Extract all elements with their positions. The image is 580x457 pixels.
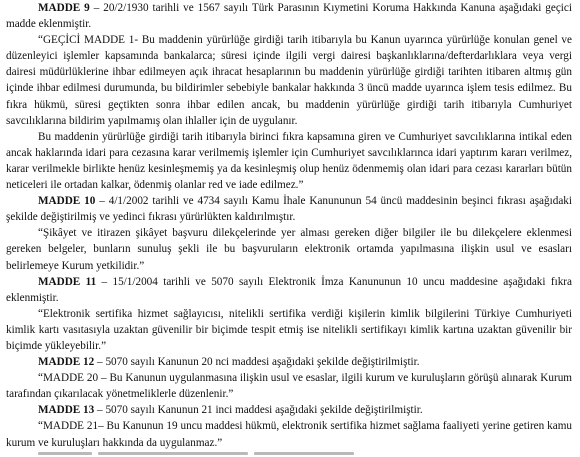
article-10-quote: “Şikâyet ve itirazen şikâyet başvuru dilekçelerinde yer alması gereken diğer bilgiler ile bu dilekçelere eklenmesi gereken belgeler, bunların sunuluş şekli ile bu başvuruların elektronik ortamda yapılmasına ilişkin usul ve esasları belirlemeye Kurum yetkilidir.” (6, 227, 572, 272)
article-9-text: – 20/2/1930 tarihli ve 1567 sayılı Türk Parasının Kıymetini Koruma Hakkında Kanuna aşağıdaki geçici madde eklenmiştir. (6, 2, 572, 31)
article-10-heading (6, 193, 572, 225)
article-13-text: – 5070 sayılı Kanunun 21 inci maddesi aşağıdaki şekilde değiştirilmiştir. (94, 404, 423, 417)
document-body (6, 0, 572, 451)
article-13-quote: “MADDE 21– Bu Kanunun 19 uncu maddesi hükmü, elektronik sertifika hizmet sağlama faaliyeti yerine getiren kamu kurum ve kuruluşları hakkında da uygulanmaz.” (6, 420, 572, 449)
article-10-label: MADDE 10 (38, 195, 96, 208)
article-12-quote: “MADDE 20 – Bu Kanunun uygulanmasına ilişkin usul ve esaslar, ilgili kurum ve kuruluşların görüşü alınarak Kurum tarafından çıkarılacak yönetmeliklerle düzenlenir.” (6, 372, 572, 401)
article-13-heading (6, 402, 572, 418)
article-11-text: – 15/1/2004 tarihli ve 5070 sayılı Elektronik İmza Kanununun 10 uncu maddesine aşağıdaki fıkra eklenmiştir. (6, 275, 572, 304)
provisional-article-1-paragraph-2: Bu maddenin yürürlüğe girdiği tarih itibarıyla birinci fıkra kapsamına giren ve Cumhuriyet savcılıklarına intikal eden ancak haklarında idari para cezasına karar verilmemiş işlemler için Cumhuriyet savcılıklarınca idari yaptırım kararı verilmez, karar verilmekle birlikte henüz kesinleşmemiş ya da kesinleşmiş olup henüz ödenmemiş olan idari para cezası kararları bütün neticeleri ile ortadan kalkar, ödenmiş olanlar red ve iade edilmez.” (6, 130, 572, 192)
article-12-text: – 5070 sayılı Kanunun 20 nci maddesi aşağıdaki şekilde değiştirilmiştir. (94, 356, 420, 369)
article-11-quote: “Elektronik sertifika hizmet sağlayıcısı, nitelikli sertifika verdiği kişilerin kimlik bilgilerini Türkiye Cumhuriyeti kimlik kartı vasıtasıyla uzaktan güvenilir bir biçimde tespit etmiş ise nitelikli sertifikayı kimlik kartına uzaktan güvenilir bir biçimde yükleyebilir.” (6, 307, 572, 352)
article-9-label: MADDE 9 (38, 2, 90, 14)
cropped-text-fragment (98, 452, 248, 455)
cropped-text-fragment (38, 452, 92, 455)
article-11-label: MADDE 11 (38, 275, 97, 288)
cropped-text-fragment (254, 452, 354, 455)
article-9-heading (6, 0, 572, 32)
cropped-next-line (0, 450, 580, 457)
article-11-heading (6, 274, 572, 306)
article-12-label: MADDE 12 (38, 356, 95, 369)
provisional-article-1-paragraph-1: “GEÇİCİ MADDE 1- Bu maddenin yürürlüğe girdiği tarih itibarıyla bu Kanun uyarınca yürürlüğe konulan genel ve düzenleyici işlemler kapsamında bankalarca; süresi içinde ilgili vergi dairesi başkanlıklarına/defterdarlıklara veya vergi dairesi müdürlüklerine ihbar edilmeyen açık ihracat hesaplarının bu maddenin yürürlüğe girdiği tarihten itibaren altmış gün içinde ihbar edilmesi durumunda, bu bildirimler sebebiyle bankalar hakkında 3 üncü madde uyarınca işlem tesis edilmez. Bu fıkra hükmü, süresi geçtikten sonra ihbar edilen ancak, bu maddenin yürürlüğe girdiği tarih itibarıyla Cumhuriyet savcılıklarına bildirim yapılmamış olan ihlaller için de uygulanır. (6, 34, 572, 127)
article-10-text: – 4/1/2002 tarihli ve 4734 sayılı Kamu İhale Kanununun 54 üncü maddesinin beşinci fıkrası aşağıdaki şekilde değiştirilmiş ve yedinci fıkrası yürürlükten kaldırılmıştır. (6, 195, 572, 224)
article-12-heading (6, 354, 572, 370)
article-13-label: MADDE 13 (38, 404, 95, 417)
